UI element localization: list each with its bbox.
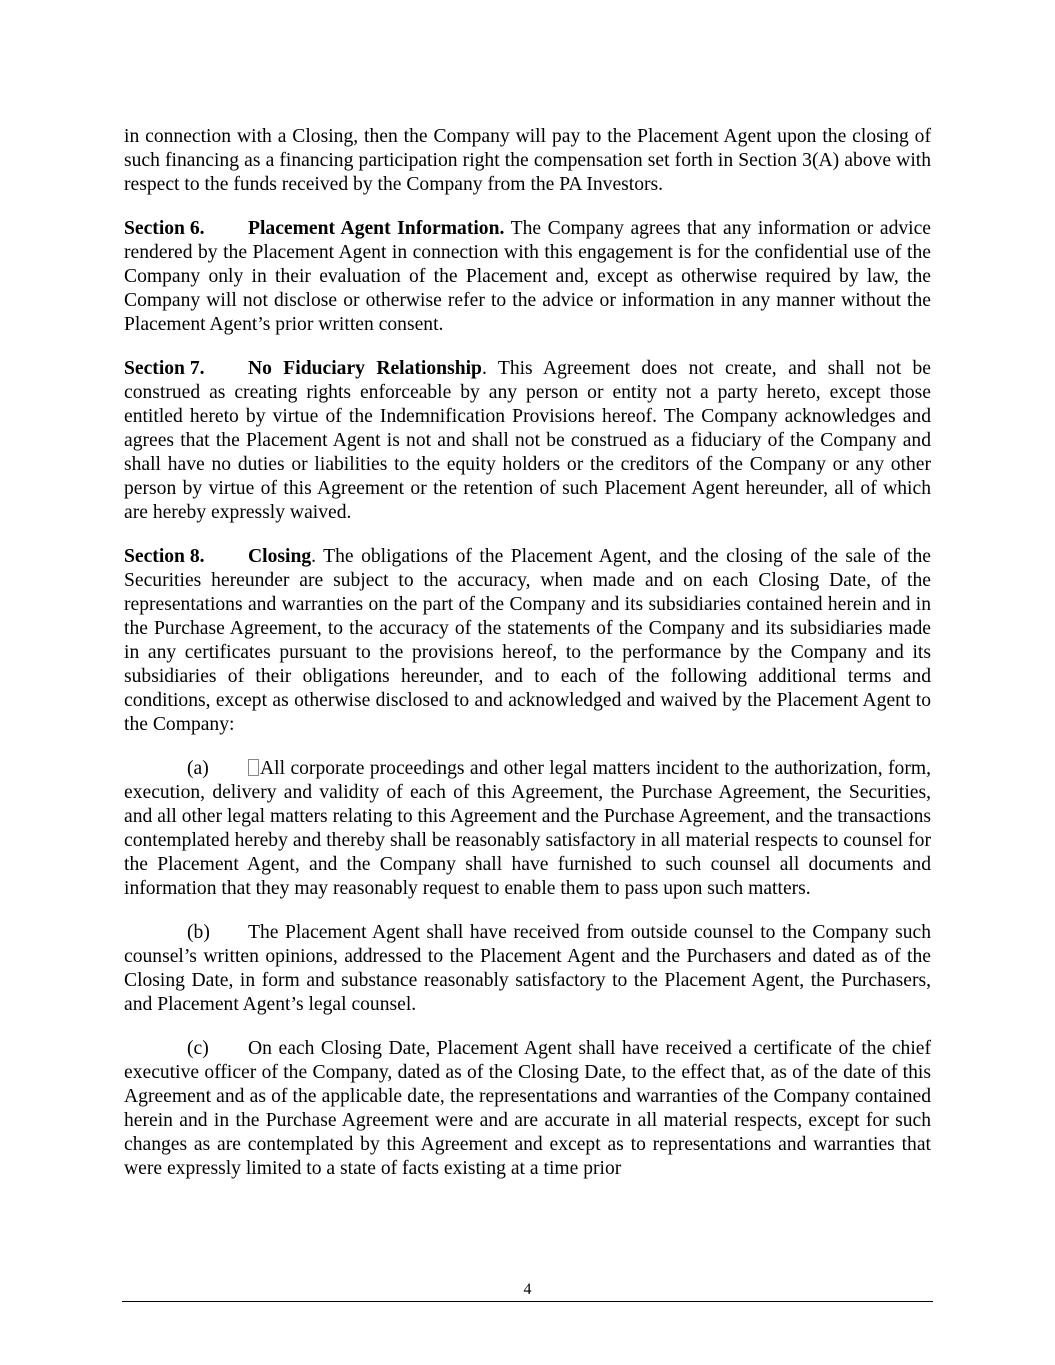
condition-label-b: (b) — [187, 922, 210, 943]
section-7-title: No Fiduciary Relationship — [248, 358, 482, 379]
page-number: 4 — [523, 1281, 532, 1298]
condition-text-b: The Placement Agent shall have received from outside counsel to the Company such counsel’s written opinions, addressed to the Placement Agent and the Purchasers and dated as of the Closing Date, in form and substance reasonably satisfactory to the Placement Agent, the Purchasers, and Placement Agent’s legal counsel. — [124, 922, 931, 1015]
section-8-number: Section 8. — [124, 546, 205, 567]
condition-label-c: (c) — [187, 1038, 209, 1059]
condition-text-a: All corporate proceedings and other legal matters incident to the authorization, form, execution, delivery and validity of each of this Agreement, the Purchase Agreement, the Securities, and all other legal matters relating to this Agreement and the Purchase Agreement, and the transactions contemplated hereby and thereby shall be reasonably satisfactory in all material respects to counsel for the Placement Agent, and the Company shall have furnished to such counsel all documents and information that they may reasonably request to enable them to pass upon such matters. — [124, 758, 931, 899]
intro-paragraph: in connection with a Closing, then the Company will pay to the Placement Agent upon the closing of such financing as a financing participation right the compensation set forth in Section 3(A) above with respect to the funds received by the Company from the PA Investors. — [124, 126, 931, 195]
condition-label-a: (a) — [187, 758, 209, 779]
section-6-body: The Company agrees that any information or advice rendered by the Placement Agent in connection with this engagement is for the confidential use of the Company only in their evaluation of the Placement and, except as otherwise required by law, the Company will not disclose or otherwise refer to the advice or information in any manner without the Placement Agent’s prior written consent. — [124, 218, 931, 335]
section-6-number: Section 6. — [124, 218, 205, 239]
condition-item-c — [124, 1037, 931, 1181]
missing-glyph-icon — [248, 759, 259, 776]
section-7-number: Section 7. — [124, 358, 205, 379]
page-body — [124, 125, 931, 1201]
section-8-title: Closing — [248, 546, 312, 567]
condition-item-a — [124, 757, 931, 901]
section-7-body: . This Agreement does not create, and shall not be construed as creating rights enforceable by any person or entity not a party hereto, except those entitled hereto by virtue of the Indemnification Provisions hereof. The Company acknowledges and agrees that the Placement Agent is not and shall not be construed as a fiduciary of the Company and shall have no duties or liabilities to the equity holders or the creditors of the Company or any other person by virtue of this Agreement or the retention of such Placement Agent hereunder, all of which are hereby expressly waived. — [124, 358, 931, 523]
condition-text-c: On each Closing Date, Placement Agent shall have received a certificate of the chief executive officer of the Company, dated as of the Closing Date, to the effect that, as of the date of this Agreement and as of the applicable date, the representations and warranties of the Company contained herein and in the Purchase Agreement were and are accurate in all material respects, except for such changes as are contemplated by this Agreement and except as to representations and warranties that were expressly limited to a state of facts existing at a time prior — [124, 1038, 931, 1179]
section-7-paragraph — [124, 357, 931, 525]
section-8-paragraph — [124, 545, 931, 737]
section-6-title: Placement Agent Information. — [248, 218, 505, 239]
condition-item-b — [124, 921, 931, 1017]
section-8-body: . The obligations of the Placement Agent, and the closing of the sale of the Securities hereunder are subject to the accuracy, when made and on each Closing Date, of the representations and warranties on the part of the Company and its subsidiaries contained herein and in the Purchase Agreement, to the accuracy of the statements of the Company and its subsidiaries made in any certificates pursuant to the provisions hereof, to the performance by the Company and its subsidiaries of their obligations hereunder, and to each of the following additional terms and conditions, except as otherwise disclosed to and acknowledged and waived by the Placement Agent to the Company: — [124, 546, 931, 735]
section-6-paragraph — [124, 217, 931, 337]
footer-divider — [122, 1301, 933, 1302]
